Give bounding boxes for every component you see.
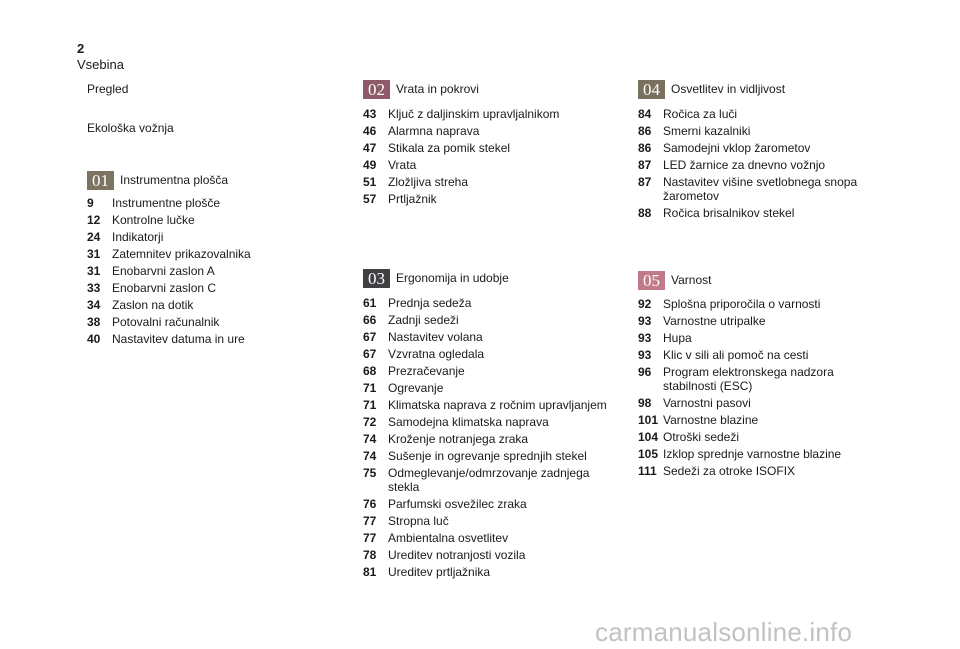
section-list (638, 297, 878, 478)
watermark: carmanualsonline.info (595, 617, 853, 647)
section-title: Ergonomija in udobje (396, 271, 509, 285)
toc-page-number: 71 (363, 398, 377, 412)
toc-page-number: 24 (87, 230, 101, 244)
overview-entry[interactable]: Pregled (87, 82, 129, 96)
toc-entry-label: Ambientalna osvetlitev (388, 531, 509, 545)
toc-page-number: 86 (638, 141, 652, 155)
toc-entry-label: Kontrolne lučke (112, 213, 195, 227)
toc-entry-label: Samodejna klimatska naprava (388, 415, 549, 429)
section-title: Vrata in pokrovi (396, 82, 479, 96)
page-number: 2 (77, 41, 85, 56)
toc-entry-label: Ureditev notranjosti vozila (388, 548, 526, 562)
toc-entry-label: Instrumentne plošče (112, 196, 221, 210)
toc-entry-label: Vzvratna ogledala (388, 347, 485, 361)
toc-page-number: 67 (363, 347, 377, 361)
toc-entry[interactable] (87, 213, 267, 227)
toc-entry-label: LED žarnice za dnevno vožnjo (663, 158, 826, 172)
toc-entry-label: Otroški sedeži (663, 430, 740, 444)
section-badge: 04 (638, 80, 665, 99)
toc-page-number: 71 (363, 381, 377, 395)
toc-page-number: 93 (638, 331, 652, 345)
toc-entry-label: Zatemnitev prikazovalnika (112, 247, 251, 261)
toc-entry[interactable] (363, 466, 623, 494)
section-title: Instrumentna plošča (120, 173, 229, 187)
toc-entry[interactable] (363, 330, 623, 344)
section-badge: 03 (363, 269, 390, 288)
toc-page-number: 61 (363, 296, 377, 310)
toc-entry-label: Varnostne utripalke (663, 314, 766, 328)
toc-page-number: 57 (363, 192, 377, 206)
toc-entry[interactable] (87, 315, 267, 329)
toc-entry-label: Klic v sili ali pomoč na cesti (663, 348, 809, 362)
toc-entry[interactable] (638, 297, 878, 311)
toc-entry-label: Ročica za luči (663, 107, 738, 121)
toc-entry[interactable] (87, 230, 267, 244)
toc-entry[interactable] (638, 314, 878, 328)
toc-entry[interactable] (363, 432, 623, 446)
toc-page-number: 78 (363, 548, 377, 562)
toc-page-number: 46 (363, 124, 377, 138)
toc-entry-label: Stikala za pomik stekel (388, 141, 511, 155)
toc-entry[interactable] (638, 396, 878, 410)
toc-page-number: 84 (638, 107, 652, 121)
toc-entry-label: Potovalni računalnik (112, 315, 220, 329)
toc-entry[interactable] (363, 313, 623, 327)
toc-entry[interactable] (363, 192, 623, 206)
section-ergonomics (363, 268, 623, 582)
section-list (87, 196, 267, 346)
toc-page-number: 31 (87, 264, 101, 278)
toc-page-number: 49 (363, 158, 377, 172)
section-header (363, 268, 623, 288)
section-safety (638, 270, 878, 481)
eco-driving-entry[interactable]: Ekološka vožnja (87, 121, 174, 135)
toc-entry[interactable] (87, 264, 267, 278)
section-lighting-visibility (638, 79, 878, 223)
toc-entry[interactable] (363, 158, 623, 172)
toc-entry[interactable] (363, 514, 623, 528)
toc-entry-label: Ureditev prtljažnika (388, 565, 491, 579)
toc-entry[interactable] (363, 296, 623, 310)
toc-entry[interactable] (363, 531, 623, 545)
toc-entry[interactable] (363, 381, 623, 395)
toc-page-number: 38 (87, 315, 101, 329)
toc-entry-label: Prednja sedeža (388, 296, 472, 310)
toc-entry-label: Kroženje notranjega zraka (388, 432, 529, 446)
toc-entry-label: Alarmna naprava (388, 124, 480, 138)
toc-entry[interactable] (87, 281, 267, 295)
toc-entry[interactable] (638, 430, 878, 444)
section-badge: 05 (638, 271, 665, 290)
toc-entry-label: Stropna luč (388, 514, 449, 528)
toc-entry[interactable] (363, 415, 623, 429)
toc-page-number: 88 (638, 206, 652, 220)
toc-entry[interactable] (638, 447, 878, 461)
toc-entry[interactable] (638, 124, 878, 138)
toc-page-number: 77 (363, 531, 377, 545)
toc-page-number: 51 (363, 175, 377, 189)
toc-entry-label: Izklop sprednje varnostne blazine (663, 447, 842, 461)
toc-entry-label: Odmeglevanje/odmrzovanje zadnjega stekla (388, 466, 590, 494)
toc-entry[interactable] (638, 141, 878, 155)
toc-entry[interactable] (363, 497, 623, 511)
toc-entry-label: Ročica brisalnikov stekel (663, 206, 795, 220)
toc-entry[interactable] (363, 548, 623, 562)
toc-page-number: 40 (87, 332, 101, 346)
toc-page-number: 104 (638, 430, 659, 444)
section-doors-covers (363, 79, 623, 209)
toc-entry-label: Zložljiva streha (388, 175, 469, 189)
toc-entry[interactable] (363, 565, 623, 579)
toc-entry-label: Sušenje in ogrevanje sprednjih stekel (388, 449, 587, 463)
toc-entry-label: Prtljažnik (388, 192, 437, 206)
toc-page-number: 98 (638, 396, 652, 410)
toc-entry[interactable] (638, 107, 878, 121)
toc-page-number: 47 (363, 141, 377, 155)
toc-page-number: 67 (363, 330, 377, 344)
section-list (363, 296, 623, 579)
toc-entry-label: Vrata (388, 158, 417, 172)
section-list (638, 107, 878, 220)
toc-entry[interactable] (638, 365, 878, 393)
toc-page-number: 75 (363, 466, 377, 480)
toc-page-number: 105 (638, 447, 659, 461)
toc-entry[interactable] (363, 347, 623, 361)
section-header (363, 79, 623, 99)
toc-page-number: 34 (87, 298, 101, 312)
page-title: Vsebina (77, 57, 124, 72)
toc-entry[interactable] (638, 206, 878, 220)
section-instrument-panel (87, 170, 267, 349)
toc-page-number: 74 (363, 449, 377, 463)
toc-entry-label: Enobarvni zaslon C (112, 281, 217, 295)
toc-entry-label: Program elektronskega nadzora stabilnosti (ESC) (663, 365, 834, 393)
toc-entry[interactable] (363, 124, 623, 138)
toc-page-number: 68 (363, 364, 377, 378)
toc-page-number: 66 (363, 313, 377, 327)
toc-entry[interactable] (363, 364, 623, 378)
toc-page-number: 87 (638, 158, 652, 172)
toc-entry[interactable] (87, 196, 267, 210)
toc-page-number: 43 (363, 107, 377, 121)
toc-page-number: 111 (638, 464, 657, 478)
toc-entry-label: Nastavitev volana (388, 330, 483, 344)
toc-entry[interactable] (363, 398, 623, 412)
toc-entry-label: Hupa (663, 331, 692, 345)
toc-entry-label: Ogrevanje (388, 381, 444, 395)
toc-entry-label: Varnostni pasovi (663, 396, 751, 410)
toc-entry[interactable] (363, 141, 623, 155)
toc-entry-label: Zaslon na dotik (112, 298, 194, 312)
toc-entry-label: Varnostne blazine (663, 413, 759, 427)
toc-entry-label: Klimatska naprava z ročnim upravljanjem (388, 398, 607, 412)
toc-entry[interactable] (638, 158, 878, 172)
toc-page-number: 33 (87, 281, 101, 295)
toc-entry[interactable] (363, 107, 623, 121)
toc-page-number: 74 (363, 432, 377, 446)
toc-page-number: 86 (638, 124, 652, 138)
toc-entry[interactable] (638, 413, 878, 427)
toc-entry-label: Splošna priporočila o varnosti (663, 297, 821, 311)
toc-page-number: 87 (638, 175, 652, 189)
toc-page-number: 12 (87, 213, 101, 227)
toc-page-number: 93 (638, 314, 652, 328)
section-list (363, 107, 623, 206)
toc-entry[interactable] (638, 464, 878, 478)
toc-entry-label: Parfumski osvežilec zraka (388, 497, 527, 511)
toc-entry[interactable] (363, 449, 623, 463)
toc-entry-label: Smerni kazalniki (663, 124, 751, 138)
section-title: Varnost (671, 273, 712, 287)
toc-entry[interactable] (363, 175, 623, 189)
toc-entry[interactable] (87, 247, 267, 261)
toc-page-number: 9 (87, 196, 94, 210)
toc-page-number: 93 (638, 348, 652, 362)
toc-page-number: 77 (363, 514, 377, 528)
section-title: Osvetlitev in vidljivost (671, 82, 786, 96)
toc-entry-label: Nastavitev višine svetlobnega snopa žarometov (663, 175, 858, 203)
section-header (638, 270, 878, 290)
toc-page-number: 101 (638, 413, 659, 427)
toc-entry[interactable] (87, 332, 267, 346)
toc-page-number: 72 (363, 415, 377, 429)
toc-page-number: 31 (87, 247, 101, 261)
section-header (87, 170, 267, 190)
toc-entry-label: Zadnji sedeži (388, 313, 459, 327)
toc-entry-label: Enobarvni zaslon A (112, 264, 215, 278)
section-badge: 01 (87, 171, 114, 190)
toc-entry-label: Samodejni vklop žarometov (663, 141, 811, 155)
toc-entry-label: Prezračevanje (388, 364, 465, 378)
toc-entry-label: Indikatorji (112, 230, 164, 244)
toc-entry-label: Nastavitev datuma in ure (112, 332, 245, 346)
toc-page-number: 92 (638, 297, 652, 311)
section-header (638, 79, 878, 99)
toc-entry-label: Ključ z daljinskim upravljalnikom (388, 107, 560, 121)
toc-page-number: 81 (363, 565, 377, 579)
toc-entry[interactable] (638, 348, 878, 362)
toc-entry[interactable] (87, 298, 267, 312)
toc-entry[interactable] (638, 331, 878, 345)
section-badge: 02 (363, 80, 390, 99)
toc-page-number: 96 (638, 365, 652, 379)
toc-page-number: 76 (363, 497, 377, 511)
toc-entry-label: Sedeži za otroke ISOFIX (663, 464, 796, 478)
toc-entry[interactable] (638, 175, 878, 203)
